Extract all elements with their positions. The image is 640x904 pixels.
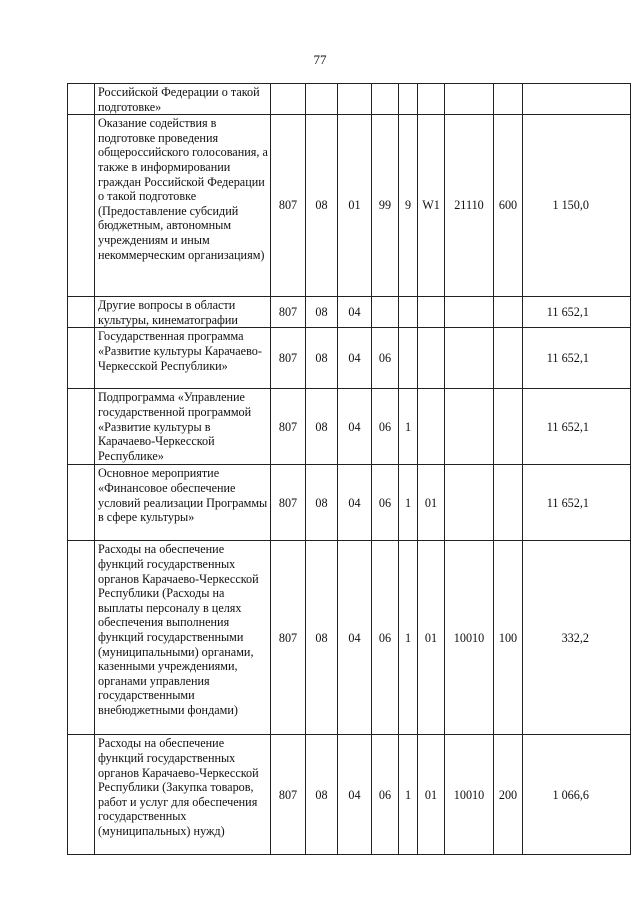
program-code: 06 [372,389,399,465]
row-name: Государственная программа «Развитие культуры Карачаево-Черкесской Республики» [95,328,271,389]
ministry-code: 807 [271,115,306,297]
row-index-cell [68,115,95,297]
row-index-cell [68,84,95,115]
subprogram-code [399,84,418,115]
expense-type-code [494,465,523,541]
subsection-code: 04 [338,541,372,735]
row-index-cell [68,297,95,328]
direction-code: 21110 [445,115,494,297]
direction-code [445,328,494,389]
expense-type-code: 100 [494,541,523,735]
table-row [68,115,631,297]
section-code: 08 [306,115,338,297]
subprogram-code: 9 [399,115,418,297]
ministry-code: 807 [271,541,306,735]
subprogram-code [399,328,418,389]
event-code: 01 [418,735,445,855]
event-code: W1 [418,115,445,297]
expense-type-code [494,84,523,115]
page-number: 77 [313,52,327,67]
amount: 11 652,1 [523,328,631,389]
section-code: 08 [306,541,338,735]
program-code: 06 [372,328,399,389]
row-name: Оказание содействия в подготовке проведения общероссийского голосования, а также в информировании граждан Российской Федерации о такой подготовке (Предоставление субсидий бюджетным, автономным учреждениям и иным некоммерческим организациям) [95,115,271,297]
event-code [418,328,445,389]
subprogram-code [399,297,418,328]
amount: 1 150,0 [523,115,631,297]
budget-table [67,83,631,855]
row-name: Расходы на обеспечение функций государственных органов Карачаево-Черкесской Республики (Расходы на выплаты персоналу в целях обеспечения выполнения функций государственными (муниципальными) органами, казенными учреждениями, органами управления государственными внебюджетными фондами) [95,541,271,735]
ministry-code [271,84,306,115]
row-name: Подпрограмма «Управление государственной программой «Развитие культуры в Карачаево-Черкесской Республике» [95,389,271,465]
program-code [372,297,399,328]
table-row [68,735,631,855]
row-name: Российской Федерации о такой подготовке» [95,84,271,115]
ministry-code: 807 [271,465,306,541]
expense-type-code [494,328,523,389]
subsection-code: 04 [338,328,372,389]
expense-type-code [494,297,523,328]
section-code: 08 [306,465,338,541]
subsection-code: 04 [338,735,372,855]
direction-code: 10010 [445,735,494,855]
direction-code [445,465,494,541]
expense-type-code: 200 [494,735,523,855]
subsection-code: 04 [338,297,372,328]
section-code [306,84,338,115]
expense-type-code [494,389,523,465]
event-code [418,297,445,328]
event-code: 01 [418,541,445,735]
subsection-code: 01 [338,115,372,297]
subsection-code [338,84,372,115]
program-code: 99 [372,115,399,297]
direction-code [445,84,494,115]
amount: 11 652,1 [523,465,631,541]
amount: 11 652,1 [523,297,631,328]
row-index-cell [68,465,95,541]
table-row [68,328,631,389]
subprogram-code: 1 [399,465,418,541]
program-code: 06 [372,465,399,541]
subsection-code: 04 [338,389,372,465]
section-code: 08 [306,328,338,389]
ministry-code: 807 [271,297,306,328]
ministry-code: 807 [271,389,306,465]
table-row [68,297,631,328]
ministry-code: 807 [271,328,306,389]
amount: 332,2 [523,541,631,735]
row-index-cell [68,541,95,735]
amount: 1 066,6 [523,735,631,855]
program-code: 06 [372,541,399,735]
subprogram-code: 1 [399,735,418,855]
table-row [68,465,631,541]
direction-code: 10010 [445,541,494,735]
direction-code [445,297,494,328]
row-name: Расходы на обеспечение функций государственных органов Карачаево-Черкесской Республики (Закупка товаров, работ и услуг для обеспечения государственных (муниципальных) нужд) [95,735,271,855]
expense-type-code: 600 [494,115,523,297]
table-row [68,541,631,735]
row-index-cell [68,735,95,855]
row-name: Основное мероприятие «Финансовое обеспечение условий реализации Программы в сфере культуры» [95,465,271,541]
row-index-cell [68,328,95,389]
event-code [418,84,445,115]
row-index-cell [68,389,95,465]
ministry-code: 807 [271,735,306,855]
table-row [68,389,631,465]
section-code: 08 [306,389,338,465]
row-name: Другие вопросы в области культуры, кинематографии [95,297,271,328]
amount: 11 652,1 [523,389,631,465]
section-code: 08 [306,297,338,328]
subprogram-code: 1 [399,541,418,735]
amount [523,84,631,115]
program-code: 06 [372,735,399,855]
event-code: 01 [418,465,445,541]
event-code [418,389,445,465]
direction-code [445,389,494,465]
program-code [372,84,399,115]
table-row [68,84,631,115]
section-code: 08 [306,735,338,855]
subsection-code: 04 [338,465,372,541]
subprogram-code: 1 [399,389,418,465]
